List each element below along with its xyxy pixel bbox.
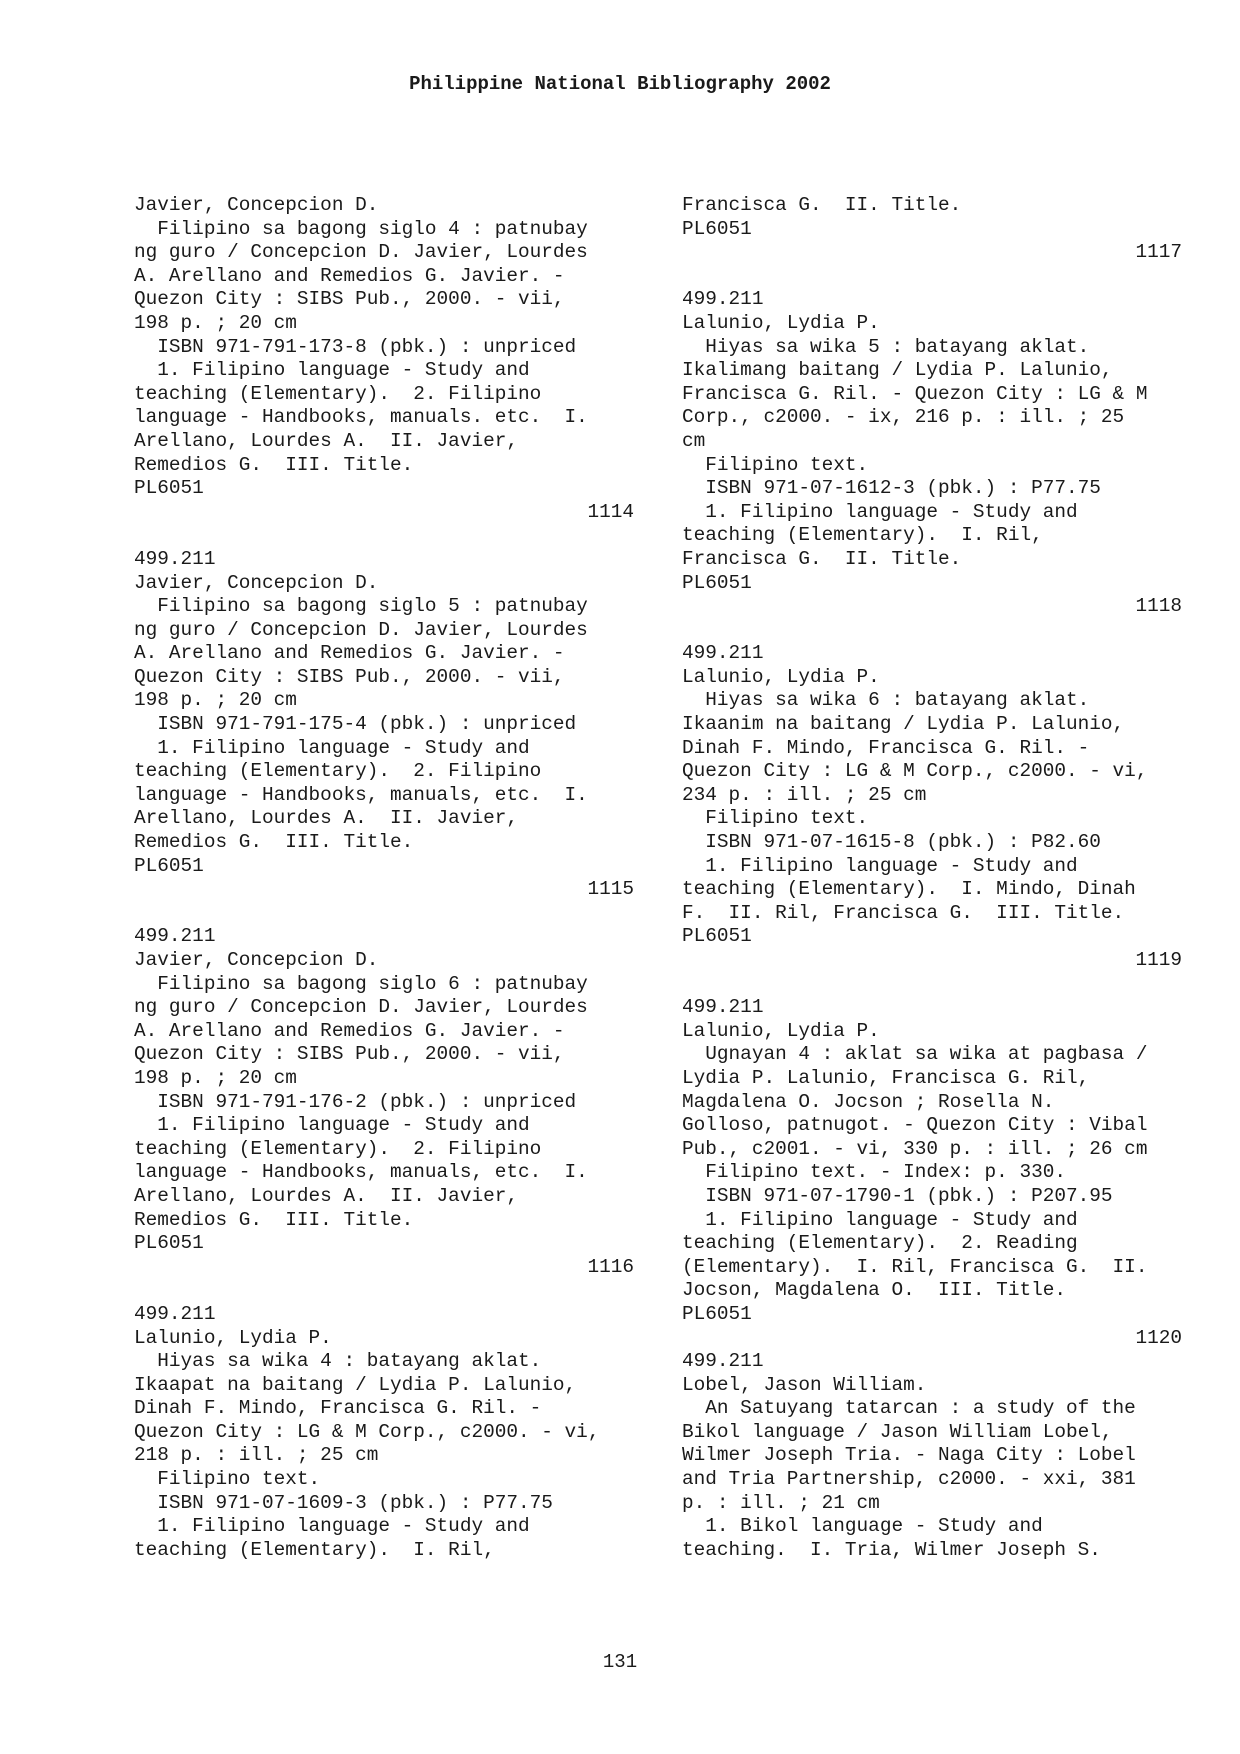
entry-line: PL6051 (682, 925, 752, 948)
entry-line: A. Arellano and Remedios G. Javier. - (134, 642, 565, 665)
entry-line: Remedios G. III. Title. (134, 831, 414, 854)
entry-number: 1120 (1135, 1326, 1182, 1349)
entry-line: Bikol language / Jason William Lobel, (682, 1420, 1113, 1443)
entry-line: ISBN 971-791-176-2 (pbk.) : unpriced (134, 1090, 577, 1113)
entry-line: Ikaapat na baitang / Lydia P. Lalunio, (134, 1373, 577, 1396)
entry-line: PL6051 (682, 571, 752, 594)
entry-number: 1115 (587, 878, 634, 901)
left-column (134, 194, 634, 1562)
entry-line: teaching (Elementary). 2. Filipino (134, 1137, 542, 1160)
entry-line: ISBN 971-07-1612-3 (pbk.) : P77.75 (682, 477, 1101, 500)
entry-line: ISBN 971-791-175-4 (pbk.) : unpriced (134, 713, 577, 736)
entry-line: Hiyas sa wika 4 : batayang aklat. (134, 1350, 542, 1373)
entry-line: ng guro / Concepcion D. Javier, Lourdes (134, 618, 588, 641)
entry-line: 1. Filipino language - Study and (682, 1208, 1078, 1231)
entry-line: Lydia P. Lalunio, Francisca G. Ril, (682, 1066, 1090, 1089)
entry-line: teaching (Elementary). 2. Filipino (134, 382, 542, 405)
entry-line: language - Handbooks, manuals. etc. I. (134, 406, 588, 429)
entry-line: teaching (Elementary). I. Mindo, Dinah (682, 878, 1136, 901)
bibliography-entry (134, 548, 634, 902)
entry-line: Golloso, patnugot. - Quezon City : Vibal (682, 1114, 1148, 1137)
entry-line: 198 p. ; 20 cm (134, 689, 297, 712)
entry-line: Arellano, Lourdes A. II. Javier, (134, 429, 518, 452)
entry-number: 1118 (1135, 595, 1182, 618)
entry-line: ISBN 971-07-1615-8 (pbk.) : P82.60 (682, 831, 1101, 854)
entry-line: (Elementary). I. Ril, Francisca G. II. (682, 1255, 1148, 1278)
entry-line: Lalunio, Lydia P. (682, 311, 880, 334)
entry-line: Arellano, Lourdes A. II. Javier, (134, 807, 518, 830)
entry-line: PL6051 (682, 217, 752, 240)
entry-line: Dinah F. Mindo, Francisca G. Ril. - (682, 736, 1090, 759)
entry-line: Lalunio, Lydia P. (682, 665, 880, 688)
entry-number: 1119 (1135, 949, 1182, 971)
entry-line: ISBN 971-791-173-8 (pbk.) : unpriced (134, 335, 577, 358)
entry-line: PL6051 (134, 1232, 204, 1255)
entry-line: A. Arellano and Remedios G. Javier. - (134, 264, 565, 287)
entry-line: Jocson, Magdalena O. III. Title. (682, 1279, 1066, 1302)
entry-line: Filipino text. (682, 807, 869, 830)
entry-line: Ugnayan 4 : aklat sa wika at pagbasa / (682, 1043, 1148, 1066)
entry-line: teaching. I. Tria, Wilmer Joseph S. (682, 1538, 1101, 1561)
entry-line: Filipino text. - Index: p. 330. (682, 1161, 1066, 1184)
entry-line: Corp., c2000. - ix, 216 p. : ill. ; 25 (682, 406, 1125, 429)
entry-line: Arellano, Lourdes A. II. Javier, (134, 1184, 518, 1207)
entry-line: 499.211 (682, 1350, 764, 1373)
entry-line: Quezon City : LG & M Corp., c2000. - vi, (682, 760, 1148, 783)
entry-line: PL6051 (134, 854, 204, 877)
entry-line: 234 p. : ill. ; 25 cm (682, 783, 927, 806)
entry-line: 1. Filipino language - Study and (682, 854, 1078, 877)
entry-line: 1. Filipino language - Study and (134, 1515, 530, 1538)
entry-line: 499.211 (682, 642, 764, 665)
entry-line: 1. Filipino language - Study and (134, 736, 530, 759)
entry-line: Filipino sa bagong siglo 5 : patnubay (134, 595, 588, 618)
entry-line: 1. Filipino language - Study and (134, 359, 530, 382)
entry-line: 1. Filipino language - Study and (134, 1114, 530, 1137)
entry-line: Filipino sa bagong siglo 6 : patnubay (134, 972, 588, 995)
entry-line: 198 p. ; 20 cm (134, 311, 297, 334)
entry-line: Dinah F. Mindo, Francisca G. Ril. - (134, 1397, 542, 1420)
entry-line: Francisca G. II. Title. (682, 194, 962, 216)
page-number: 131 (602, 1651, 638, 1673)
entry-line: Filipino text. (134, 1468, 321, 1491)
entry-line: language - Handbooks, manuals, etc. I. (134, 783, 588, 806)
entry-line: Magdalena O. Jocson ; Rosella N. (682, 1090, 1055, 1113)
entry-line: 1. Bikol language - Study and (682, 1515, 1043, 1538)
entry-line: Lalunio, Lydia P. (682, 1019, 880, 1042)
entry-line: An Satuyang tatarcan : a study of the (682, 1397, 1136, 1420)
entry-line: A. Arellano and Remedios G. Javier. - (134, 1019, 565, 1042)
entry-line: ISBN 971-07-1609-3 (pbk.) : P77.75 (134, 1491, 553, 1514)
bibliography-entry (134, 925, 634, 1279)
entry-line: ng guro / Concepcion D. Javier, Lourdes (134, 241, 588, 264)
entry-line: teaching (Elementary). 2. Filipino (134, 760, 542, 783)
entry-line: Remedios G. III. Title. (134, 1208, 414, 1231)
entry-line: teaching (Elementary). 2. Reading (682, 1232, 1078, 1255)
entry-line: 499.211 (134, 1302, 216, 1325)
entry-line: Remedios G. III. Title. (134, 453, 414, 476)
entry-line: Quezon City : SIBS Pub., 2000. - vii, (134, 288, 565, 311)
entry-line: Pub., c2001. - vi, 330 p. : ill. ; 26 cm (682, 1137, 1148, 1160)
entry-line: Quezon City : LG & M Corp., c2000. - vi, (134, 1420, 600, 1443)
entry-number: 1114 (587, 500, 634, 523)
bibliography-entry (682, 642, 1182, 972)
entry-line: Francisca G. Ril. - Quezon City : LG & M (682, 382, 1148, 405)
bibliography-entry (134, 194, 634, 524)
entry-line: 499.211 (682, 996, 764, 1019)
entry-line: language - Handbooks, manuals, etc. I. (134, 1161, 588, 1184)
entry-line: Ikalimang baitang / Lydia P. Lalunio, (682, 359, 1113, 382)
entry-line: and Tria Partnership, c2000. - xxi, 381 (682, 1468, 1136, 1491)
entry-number: 1116 (587, 1255, 634, 1278)
entry-line: Lobel, Jason William. (682, 1373, 927, 1396)
entry-line: Filipino text. (682, 453, 869, 476)
entry-line: teaching (Elementary). I. Ril, (682, 524, 1043, 547)
bibliography-entry (134, 1303, 634, 1563)
entry-line: 218 p. : ill. ; 25 cm (134, 1444, 379, 1467)
bibliography-entry (682, 1350, 1182, 1562)
entry-line: F. II. Ril, Francisca G. III. Title. (682, 901, 1125, 924)
entry-line: PL6051 (682, 1302, 752, 1325)
entry-line: Francisca G. II. Title. (682, 547, 962, 570)
entry-line: Hiyas sa wika 5 : batayang aklat. (682, 335, 1090, 358)
entry-line: Quezon City : SIBS Pub., 2000. - vii, (134, 665, 565, 688)
entry-line: 499.211 (134, 547, 216, 570)
entry-line: 499.211 (682, 288, 764, 311)
entry-line: teaching (Elementary). I. Ril, (134, 1538, 495, 1561)
bibliography-entry (682, 194, 1182, 265)
entry-line: PL6051 (134, 477, 204, 500)
entry-line: 198 p. ; 20 cm (134, 1066, 297, 1089)
entry-line: 1. Filipino language - Study and (682, 500, 1078, 523)
entry-line: Filipino sa bagong siglo 4 : patnubay (134, 217, 588, 240)
right-column (682, 194, 1182, 1562)
entry-line: Javier, Concepcion D. (134, 194, 379, 216)
entry-line: Ikaanim na baitang / Lydia P. Lalunio, (682, 713, 1125, 736)
entry-line: ng guro / Concepcion D. Javier, Lourdes (134, 996, 588, 1019)
entry-line: Lalunio, Lydia P. (134, 1326, 332, 1349)
entry-line: p. : ill. ; 21 cm (682, 1491, 880, 1514)
entry-line: 499.211 (134, 925, 216, 948)
bibliography-entry (682, 996, 1182, 1350)
entry-line: ISBN 971-07-1790-1 (pbk.) : P207.95 (682, 1184, 1113, 1207)
page-header: Philippine National Bibliography 2002 (409, 73, 831, 95)
entry-line: Javier, Concepcion D. (134, 571, 379, 594)
entry-line: Quezon City : SIBS Pub., 2000. - vii, (134, 1043, 565, 1066)
entry-number: 1117 (1135, 241, 1182, 264)
entry-line: cm (682, 429, 706, 452)
bibliography-entry (682, 288, 1182, 618)
entry-line: Wilmer Joseph Tria. - Naga City : Lobel (682, 1444, 1136, 1467)
entry-line: Javier, Concepcion D. (134, 949, 379, 971)
entry-line: Hiyas sa wika 6 : batayang aklat. (682, 689, 1090, 712)
